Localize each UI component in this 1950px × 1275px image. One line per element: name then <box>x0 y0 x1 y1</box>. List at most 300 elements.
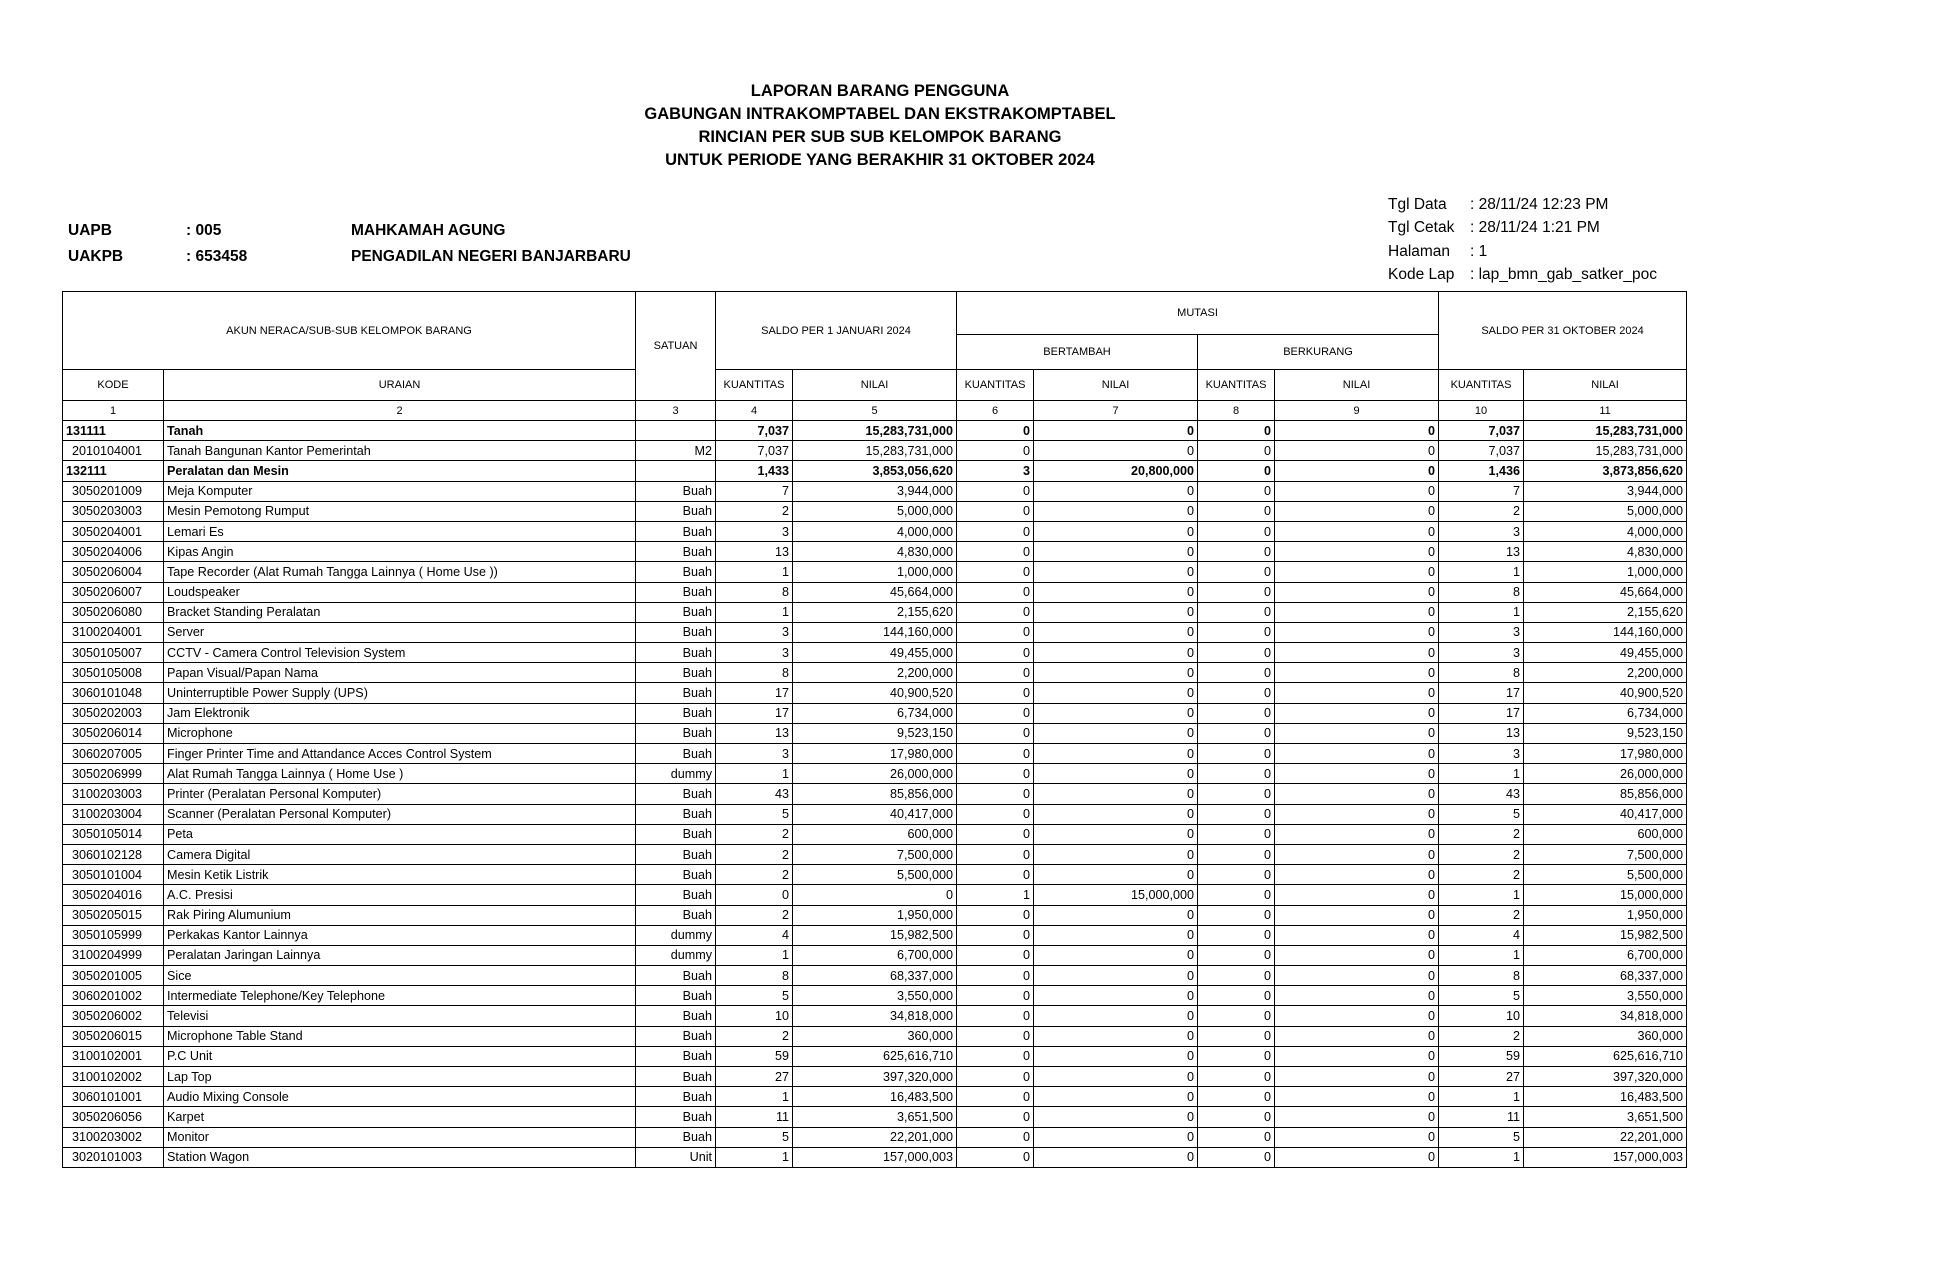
row-qty-added: 1 <box>957 885 1034 905</box>
kode-lap-value: : lap_bmn_gab_satker_poc <box>1470 266 1657 284</box>
row-code: 3100203002 <box>63 1127 164 1147</box>
row-value-added: 0 <box>1034 1026 1198 1046</box>
row-value-end: 22,201,000 <box>1524 1127 1687 1147</box>
row-qty-end: 1 <box>1439 945 1524 965</box>
row-value-end: 7,500,000 <box>1524 844 1687 864</box>
row-value-start: 5,000,000 <box>793 501 957 521</box>
row-unit: M2 <box>636 441 716 461</box>
row-value-added: 0 <box>1034 441 1198 461</box>
row-unit: Buah <box>636 663 716 683</box>
kode-lap-label: Kode Lap <box>1388 266 1455 284</box>
tgl-data-value: : 28/11/24 12:23 PM <box>1470 195 1609 213</box>
uakpb-code: : 653458 <box>186 248 248 265</box>
table-row <box>63 1026 1687 1046</box>
row-value-end: 9,523,150 <box>1524 723 1687 743</box>
row-code: 3050206004 <box>63 562 164 582</box>
row-description: CCTV - Camera Control Television System <box>164 643 636 663</box>
row-value-start: 40,417,000 <box>793 804 957 824</box>
row-code: 3100203003 <box>63 784 164 804</box>
table-row <box>63 481 1687 501</box>
row-qty-reduced: 0 <box>1198 501 1275 521</box>
header-nilai: NILAI <box>1524 370 1687 401</box>
row-value-added: 0 <box>1034 542 1198 562</box>
row-code: 3050206002 <box>63 1006 164 1026</box>
row-qty-start: 1 <box>716 1147 793 1167</box>
row-qty-reduced: 0 <box>1198 744 1275 764</box>
row-qty-start: 2 <box>716 824 793 844</box>
row-qty-added: 0 <box>957 966 1034 986</box>
row-description: Tape Recorder (Alat Rumah Tangga Lainnya ( Home Use )) <box>164 562 636 582</box>
row-qty-added: 0 <box>957 703 1034 723</box>
header-satuan: SATUAN <box>636 292 716 401</box>
title-line: LAPORAN BARANG PENGGUNA <box>750 82 1010 100</box>
row-unit: Buah <box>636 824 716 844</box>
table-group-row <box>63 461 1687 481</box>
row-unit: Buah <box>636 966 716 986</box>
row-description: Lemari Es <box>164 521 636 541</box>
row-value-added: 0 <box>1034 945 1198 965</box>
row-qty-start: 1,433 <box>716 461 793 481</box>
row-value-reduced: 0 <box>1275 562 1439 582</box>
row-qty-end: 7,037 <box>1439 441 1524 461</box>
row-qty-start: 1 <box>716 764 793 784</box>
row-value-added: 0 <box>1034 784 1198 804</box>
row-qty-reduced: 0 <box>1198 925 1275 945</box>
row-description: Station Wagon <box>164 1147 636 1167</box>
row-value-end: 45,664,000 <box>1524 582 1687 602</box>
row-qty-start: 4 <box>716 925 793 945</box>
row-value-start: 1,000,000 <box>793 562 957 582</box>
row-value-end: 157,000,003 <box>1524 1147 1687 1167</box>
row-qty-start: 2 <box>716 905 793 925</box>
row-qty-added: 0 <box>957 1046 1034 1066</box>
row-qty-end: 2 <box>1439 905 1524 925</box>
row-code: 3050105008 <box>63 663 164 683</box>
row-value-added: 0 <box>1034 865 1198 885</box>
row-code: 3100203004 <box>63 804 164 824</box>
row-qty-end: 2 <box>1439 844 1524 864</box>
row-qty-reduced: 0 <box>1198 481 1275 501</box>
row-unit: Buah <box>636 602 716 622</box>
row-unit: Buah <box>636 643 716 663</box>
row-description: Uninterruptible Power Supply (UPS) <box>164 683 636 703</box>
row-qty-end: 1 <box>1439 1147 1524 1167</box>
row-value-added: 0 <box>1034 521 1198 541</box>
row-qty-reduced: 0 <box>1198 441 1275 461</box>
row-qty-reduced: 0 <box>1198 643 1275 663</box>
row-qty-added: 0 <box>957 844 1034 864</box>
row-value-reduced: 0 <box>1275 683 1439 703</box>
row-code: 3050105007 <box>63 643 164 663</box>
header-kuantitas: KUANTITAS <box>716 370 793 401</box>
row-value-reduced: 0 <box>1275 521 1439 541</box>
column-number: 7 <box>1034 401 1198 421</box>
row-qty-end: 13 <box>1439 542 1524 562</box>
row-value-added: 0 <box>1034 602 1198 622</box>
uakpb-row <box>68 244 631 270</box>
row-qty-added: 0 <box>957 1026 1034 1046</box>
row-qty-reduced: 0 <box>1198 683 1275 703</box>
row-value-added: 0 <box>1034 986 1198 1006</box>
row-qty-start: 7,037 <box>716 441 793 461</box>
table-row <box>63 905 1687 925</box>
row-value-start: 68,337,000 <box>793 966 957 986</box>
row-qty-added: 0 <box>957 562 1034 582</box>
row-description: Peralatan Jaringan Lainnya <box>164 945 636 965</box>
row-qty-end: 3 <box>1439 744 1524 764</box>
tgl-data-row <box>1388 193 1657 217</box>
row-value-reduced: 0 <box>1275 1067 1439 1087</box>
row-value-added: 0 <box>1034 905 1198 925</box>
row-qty-start: 3 <box>716 744 793 764</box>
row-value-end: 2,155,620 <box>1524 602 1687 622</box>
row-value-reduced: 0 <box>1275 945 1439 965</box>
row-code: 3050204006 <box>63 542 164 562</box>
row-qty-reduced: 0 <box>1198 1147 1275 1167</box>
row-value-added: 0 <box>1034 703 1198 723</box>
row-value-end: 85,856,000 <box>1524 784 1687 804</box>
row-value-start: 625,616,710 <box>793 1046 957 1066</box>
table-row <box>63 1046 1687 1066</box>
row-qty-added: 0 <box>957 663 1034 683</box>
row-value-added: 0 <box>1034 582 1198 602</box>
row-qty-start: 1 <box>716 602 793 622</box>
row-unit: Buah <box>636 501 716 521</box>
table-row <box>63 723 1687 743</box>
table-group-row <box>63 421 1687 441</box>
halaman-value: : 1 <box>1470 242 1488 260</box>
row-value-added: 0 <box>1034 1107 1198 1127</box>
row-qty-reduced: 0 <box>1198 784 1275 804</box>
row-description: Intermediate Telephone/Key Telephone <box>164 986 636 1006</box>
row-value-reduced: 0 <box>1275 744 1439 764</box>
row-qty-end: 3 <box>1439 643 1524 663</box>
row-value-end: 15,283,731,000 <box>1524 421 1687 441</box>
row-value-added: 0 <box>1034 844 1198 864</box>
table-row <box>63 885 1687 905</box>
column-number: 10 <box>1439 401 1524 421</box>
row-unit: Buah <box>636 723 716 743</box>
table-row <box>63 986 1687 1006</box>
row-value-start: 45,664,000 <box>793 582 957 602</box>
row-description: P.C Unit <box>164 1046 636 1066</box>
row-description: Karpet <box>164 1107 636 1127</box>
header-berkurang: BERKURANG <box>1198 335 1439 370</box>
table-row <box>63 1127 1687 1147</box>
table-row <box>63 1067 1687 1087</box>
uakpb-label: UAKPB <box>68 248 124 265</box>
row-qty-added: 0 <box>957 521 1034 541</box>
tgl-data-label: Tgl Data <box>1388 195 1447 213</box>
row-code: 131111 <box>63 421 164 441</box>
row-value-reduced: 0 <box>1275 501 1439 521</box>
row-qty-reduced: 0 <box>1198 421 1275 441</box>
row-qty-start: 5 <box>716 986 793 1006</box>
uapb-code: : 005 <box>186 222 222 239</box>
table-row <box>63 744 1687 764</box>
row-description: Loudspeaker <box>164 582 636 602</box>
row-value-start: 397,320,000 <box>793 1067 957 1087</box>
row-unit <box>636 461 716 481</box>
row-qty-end: 2 <box>1439 1026 1524 1046</box>
inventory-table <box>62 291 1687 1168</box>
row-description: Camera Digital <box>164 844 636 864</box>
table-row <box>63 1147 1687 1167</box>
row-value-added: 0 <box>1034 1147 1198 1167</box>
row-code: 3060207005 <box>63 744 164 764</box>
row-qty-end: 7,037 <box>1439 421 1524 441</box>
header-nilai: NILAI <box>1275 370 1439 401</box>
table-row <box>63 764 1687 784</box>
title-line: GABUNGAN INTRAKOMPTABEL DAN EKSTRAKOMPTABEL <box>644 105 1116 123</box>
row-qty-end: 2 <box>1439 501 1524 521</box>
row-qty-added: 3 <box>957 461 1034 481</box>
row-value-reduced: 0 <box>1275 1107 1439 1127</box>
row-value-start: 49,455,000 <box>793 643 957 663</box>
row-value-reduced: 0 <box>1275 804 1439 824</box>
row-description: Tanah <box>164 421 636 441</box>
row-qty-added: 0 <box>957 925 1034 945</box>
row-value-start: 0 <box>793 885 957 905</box>
row-qty-start: 2 <box>716 501 793 521</box>
title-line: UNTUK PERIODE YANG BERAKHIR 31 OKTOBER 2024 <box>665 151 1095 169</box>
row-code: 2010104001 <box>63 441 164 461</box>
column-number: 6 <box>957 401 1034 421</box>
column-number: 8 <box>1198 401 1275 421</box>
row-qty-reduced: 0 <box>1198 1026 1275 1046</box>
row-qty-added: 0 <box>957 1147 1034 1167</box>
column-number: 4 <box>716 401 793 421</box>
header-bertambah: BERTAMBAH <box>957 335 1198 370</box>
row-unit: Unit <box>636 1147 716 1167</box>
row-qty-reduced: 0 <box>1198 703 1275 723</box>
row-unit: Buah <box>636 1127 716 1147</box>
row-qty-reduced: 0 <box>1198 1107 1275 1127</box>
column-number: 11 <box>1524 401 1687 421</box>
row-value-added: 0 <box>1034 501 1198 521</box>
row-code: 3050206080 <box>63 602 164 622</box>
row-value-end: 1,950,000 <box>1524 905 1687 925</box>
row-value-end: 397,320,000 <box>1524 1067 1687 1087</box>
row-value-start: 85,856,000 <box>793 784 957 804</box>
row-qty-added: 0 <box>957 945 1034 965</box>
row-qty-start: 2 <box>716 844 793 864</box>
row-value-reduced: 0 <box>1275 441 1439 461</box>
kode-lap-row <box>1388 264 1657 288</box>
header-kuantitas: KUANTITAS <box>1439 370 1524 401</box>
row-qty-reduced: 0 <box>1198 844 1275 864</box>
row-qty-end: 2 <box>1439 824 1524 844</box>
row-value-reduced: 0 <box>1275 703 1439 723</box>
row-qty-start: 8 <box>716 966 793 986</box>
row-qty-end: 1 <box>1439 885 1524 905</box>
row-qty-added: 0 <box>957 784 1034 804</box>
row-unit: Buah <box>636 683 716 703</box>
row-value-end: 3,873,856,620 <box>1524 461 1687 481</box>
row-qty-end: 10 <box>1439 1006 1524 1026</box>
table-row <box>63 683 1687 703</box>
row-qty-reduced: 0 <box>1198 1006 1275 1026</box>
row-value-start: 1,950,000 <box>793 905 957 925</box>
row-value-added: 0 <box>1034 824 1198 844</box>
tgl-cetak-value: : 28/11/24 1:21 PM <box>1470 219 1600 237</box>
row-value-start: 40,900,520 <box>793 683 957 703</box>
uakpb-name: PENGADILAN NEGERI BANJARBARU <box>351 248 631 265</box>
row-qty-reduced: 0 <box>1198 865 1275 885</box>
row-description: Peta <box>164 824 636 844</box>
row-value-start: 157,000,003 <box>793 1147 957 1167</box>
row-value-added: 0 <box>1034 744 1198 764</box>
row-unit <box>636 421 716 441</box>
row-qty-end: 5 <box>1439 804 1524 824</box>
row-code: 3100204999 <box>63 945 164 965</box>
row-qty-added: 0 <box>957 905 1034 925</box>
row-unit: Buah <box>636 542 716 562</box>
row-value-added: 0 <box>1034 663 1198 683</box>
row-value-reduced: 0 <box>1275 622 1439 642</box>
row-description: Alat Rumah Tangga Lainnya ( Home Use ) <box>164 764 636 784</box>
row-value-reduced: 0 <box>1275 885 1439 905</box>
row-value-added: 0 <box>1034 925 1198 945</box>
row-value-reduced: 0 <box>1275 966 1439 986</box>
row-qty-end: 17 <box>1439 683 1524 703</box>
row-qty-start: 8 <box>716 663 793 683</box>
title-line: RINCIAN PER SUB SUB KELOMPOK BARANG <box>698 128 1062 146</box>
header-saldo-akhir: SALDO PER 31 OKTOBER 2024 <box>1439 292 1687 370</box>
row-code: 3050204001 <box>63 521 164 541</box>
row-unit: Buah <box>636 1006 716 1026</box>
row-value-start: 6,734,000 <box>793 703 957 723</box>
report-title <box>0 80 1760 172</box>
header-kuantitas: KUANTITAS <box>957 370 1034 401</box>
row-value-start: 17,980,000 <box>793 744 957 764</box>
row-value-end: 600,000 <box>1524 824 1687 844</box>
row-value-start: 9,523,150 <box>793 723 957 743</box>
row-value-end: 4,830,000 <box>1524 542 1687 562</box>
row-code: 132111 <box>63 461 164 481</box>
row-description: Peralatan dan Mesin <box>164 461 636 481</box>
row-code: 3050105999 <box>63 925 164 945</box>
row-value-end: 1,000,000 <box>1524 562 1687 582</box>
row-value-added: 0 <box>1034 622 1198 642</box>
row-qty-reduced: 0 <box>1198 562 1275 582</box>
row-value-end: 360,000 <box>1524 1026 1687 1046</box>
row-value-start: 3,651,500 <box>793 1107 957 1127</box>
row-code: 3050206014 <box>63 723 164 743</box>
column-number: 3 <box>636 401 716 421</box>
row-qty-end: 1 <box>1439 602 1524 622</box>
table-row <box>63 501 1687 521</box>
row-qty-start: 13 <box>716 723 793 743</box>
table-body <box>63 421 1687 1168</box>
row-qty-reduced: 0 <box>1198 764 1275 784</box>
row-description: Perkakas Kantor Lainnya <box>164 925 636 945</box>
table-row <box>63 663 1687 683</box>
row-value-start: 15,283,731,000 <box>793 441 957 461</box>
header-saldo-awal: SALDO PER 1 JANUARI 2024 <box>716 292 957 370</box>
row-qty-added: 0 <box>957 744 1034 764</box>
table-row <box>63 521 1687 541</box>
row-value-end: 15,000,000 <box>1524 885 1687 905</box>
row-description: Microphone <box>164 723 636 743</box>
row-value-reduced: 0 <box>1275 461 1439 481</box>
row-value-start: 26,000,000 <box>793 764 957 784</box>
row-unit: Buah <box>636 1107 716 1127</box>
row-value-start: 3,944,000 <box>793 481 957 501</box>
row-qty-added: 0 <box>957 582 1034 602</box>
row-description: Mesin Ketik Listrik <box>164 865 636 885</box>
row-description: Bracket Standing Peralatan <box>164 602 636 622</box>
row-unit: Buah <box>636 703 716 723</box>
row-value-reduced: 0 <box>1275 784 1439 804</box>
row-qty-added: 0 <box>957 643 1034 663</box>
row-qty-added: 0 <box>957 1006 1034 1026</box>
row-value-added: 0 <box>1034 764 1198 784</box>
row-qty-added: 0 <box>957 723 1034 743</box>
row-description: Microphone Table Stand <box>164 1026 636 1046</box>
row-qty-start: 59 <box>716 1046 793 1066</box>
uapb-row <box>68 218 631 244</box>
row-qty-reduced: 0 <box>1198 824 1275 844</box>
row-value-end: 34,818,000 <box>1524 1006 1687 1026</box>
row-qty-reduced: 0 <box>1198 1127 1275 1147</box>
row-description: Monitor <box>164 1127 636 1147</box>
row-qty-start: 2 <box>716 1026 793 1046</box>
row-qty-reduced: 0 <box>1198 723 1275 743</box>
row-value-end: 4,000,000 <box>1524 521 1687 541</box>
column-number: 5 <box>793 401 957 421</box>
row-description: Scanner (Peralatan Personal Komputer) <box>164 804 636 824</box>
row-qty-added: 0 <box>957 481 1034 501</box>
row-value-added: 0 <box>1034 643 1198 663</box>
row-value-added: 0 <box>1034 421 1198 441</box>
row-code: 3050206015 <box>63 1026 164 1046</box>
row-value-start: 6,700,000 <box>793 945 957 965</box>
row-qty-added: 0 <box>957 865 1034 885</box>
row-qty-added: 0 <box>957 421 1034 441</box>
row-value-start: 2,200,000 <box>793 663 957 683</box>
row-description: A.C. Presisi <box>164 885 636 905</box>
row-code: 3050202003 <box>63 703 164 723</box>
row-value-start: 3,550,000 <box>793 986 957 1006</box>
row-unit: Buah <box>636 865 716 885</box>
row-qty-end: 11 <box>1439 1107 1524 1127</box>
row-value-end: 68,337,000 <box>1524 966 1687 986</box>
row-qty-start: 7 <box>716 481 793 501</box>
row-code: 3050203003 <box>63 501 164 521</box>
row-description: Server <box>164 622 636 642</box>
row-qty-added: 0 <box>957 501 1034 521</box>
tgl-cetak-row <box>1388 217 1657 241</box>
row-description: Finger Printer Time and Attandance Acces Control System <box>164 744 636 764</box>
row-qty-reduced: 0 <box>1198 602 1275 622</box>
row-code: 3050201005 <box>63 966 164 986</box>
row-qty-added: 0 <box>957 804 1034 824</box>
table-header <box>63 292 1687 421</box>
row-qty-end: 3 <box>1439 521 1524 541</box>
row-unit: Buah <box>636 1067 716 1087</box>
row-code: 3060101001 <box>63 1087 164 1107</box>
row-unit: Buah <box>636 844 716 864</box>
header-kode: KODE <box>63 370 164 401</box>
table-row <box>63 602 1687 622</box>
column-number: 2 <box>164 401 636 421</box>
row-qty-end: 13 <box>1439 723 1524 743</box>
row-value-end: 16,483,500 <box>1524 1087 1687 1107</box>
row-unit: dummy <box>636 945 716 965</box>
row-value-reduced: 0 <box>1275 844 1439 864</box>
row-value-reduced: 0 <box>1275 643 1439 663</box>
